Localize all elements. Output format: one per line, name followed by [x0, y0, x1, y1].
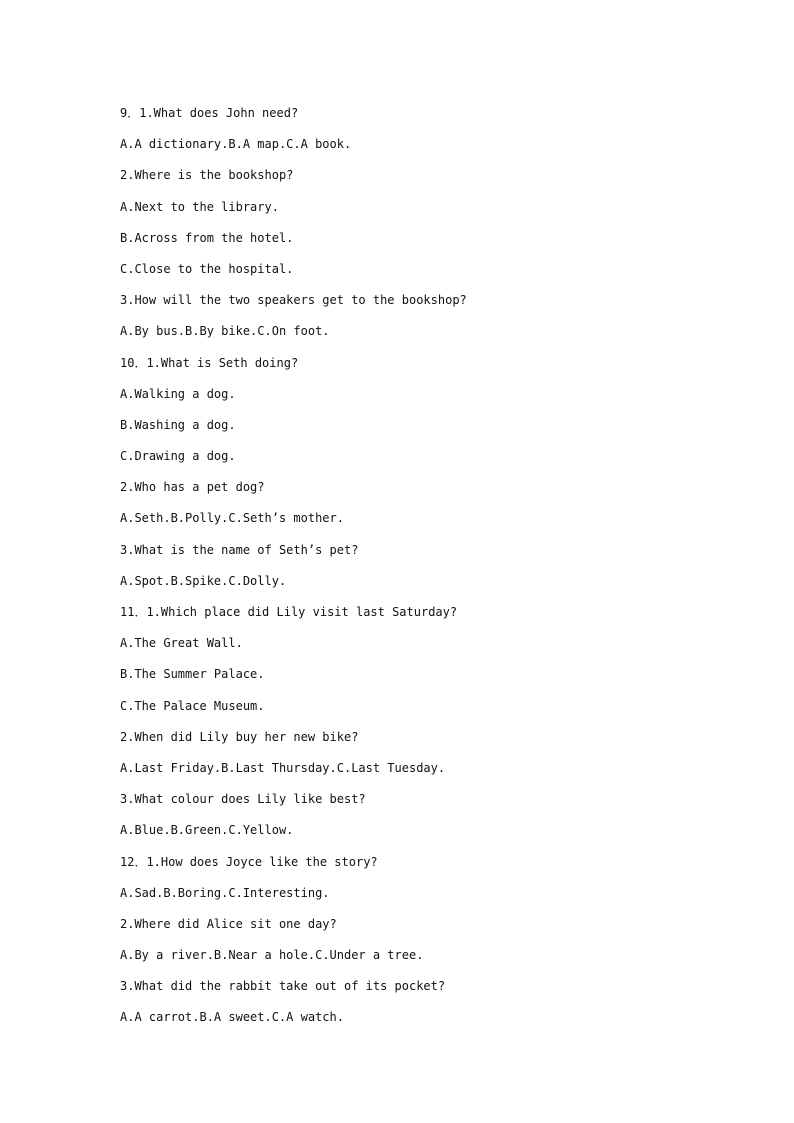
question-11-3-options: A.Blue.B.Green.C.Yellow. [120, 823, 294, 838]
question-9-stem-3: 3.How will the two speakers get to the bookshop? [120, 293, 467, 308]
question-10-3-options: A.Spot.B.Spike.C.Dolly. [120, 573, 287, 588]
question-10-stem-2: 2.Who has a pet dog? [120, 480, 265, 495]
question-11-stem-3: 3.What colour does Lily like best? [120, 792, 366, 807]
question-11-1-option-b: B.The Summer Palace. [120, 667, 265, 682]
question-list [120, 104, 740, 1040]
question-9-2-option-b: B.Across from the hotel. [120, 230, 294, 245]
question-12-1-options: A.Sad.B.Boring.C.Interesting. [120, 885, 330, 900]
question-12-stem-2: 2.Where did Alice sit one day? [120, 916, 337, 931]
question-9-stem-1: 9．1.What does John need? [120, 106, 299, 120]
question-10-stem-1: 10．1.What is Seth doing? [120, 355, 299, 370]
question-10-1-option-a: A.Walking a dog. [120, 386, 236, 401]
question-12-2-options: A.By a river.B.Near a hole.C.Under a tree. [120, 948, 424, 963]
question-11-stem-2: 2.When did Lily buy her new bike? [120, 729, 359, 744]
question-10-1-option-b: B.Washing a dog. [120, 417, 236, 432]
question-11-stem-1: 11．1.Which place did Lily visit last Saturday? [120, 605, 458, 619]
question-11-2-options: A.Last Friday.B.Last Thursday.C.Last Tuesday. [120, 760, 446, 775]
question-10-stem-3: 3.What is the name of Seth’s pet? [120, 542, 359, 557]
question-9-2-option-c: C.Close to the hospital. [120, 261, 294, 276]
question-12-stem-1: 12．1.How does Joyce like the story? [120, 854, 378, 869]
question-11-1-option-a: A.The Great Wall. [120, 636, 243, 651]
question-10-2-options: A.Seth.B.Polly.C.Seth’s mother. [120, 511, 344, 526]
question-12-3-options: A.A carrot.B.A sweet.C.A watch. [120, 1010, 344, 1025]
question-10-1-option-c: C.Drawing a dog. [120, 449, 236, 464]
question-9-3-options: A.By bus.B.By bike.C.On foot. [120, 324, 330, 339]
question-12-stem-3: 3.What did the rabbit take out of its pocket? [120, 979, 446, 994]
question-11-1-option-c: C.The Palace Museum. [120, 698, 265, 713]
question-9-2-option-a: A.Next to the library. [120, 199, 279, 214]
question-9-1-options: A.A dictionary.B.A map.C.A book. [120, 137, 352, 152]
question-9-stem-2: 2.Where is the bookshop? [120, 168, 294, 183]
